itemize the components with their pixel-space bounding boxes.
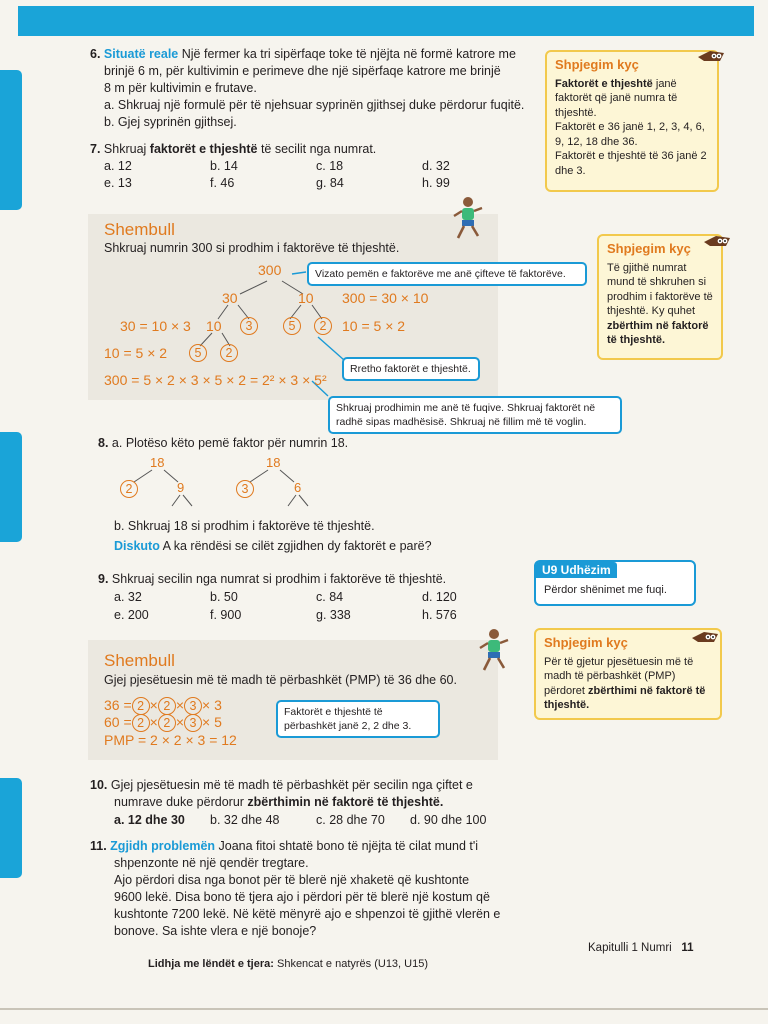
q6-part-b: b. Gjej syprinën gjithsej.	[104, 115, 237, 129]
tree-circled-prime: 2	[314, 317, 332, 335]
tree2-left: 3	[236, 480, 254, 498]
q7-prompt: 7. Shkruaj faktorët e thjeshtë të secilit nga numrat.	[90, 142, 377, 156]
key-explanation-box: Shpjegim kyç Për të gjetur pjesëtuesin më të madh të përbashkët (PMP) përdoret zbërthimi në faktorë të thjeshtë.	[534, 628, 722, 720]
prime-factorization-result: 300 = 5 × 2 × 3 × 5 × 2 = 2² × 3 × 5²	[104, 372, 327, 388]
q10-item: c. 28 dhe 70	[316, 813, 385, 827]
tree-equation: 300 = 30 × 10	[342, 290, 429, 306]
tree1-root: 18	[150, 455, 165, 470]
tree-circled-prime: 5	[189, 344, 207, 362]
q11-line: shpenzonte në një qendër tregtare.	[114, 856, 309, 870]
q11-line: kushtonte 7200 lekë. Në këtë mënyrë ajo e shpenzoi të gjithë vlerën e	[114, 907, 501, 921]
key-box-title: Shpjegim kyç	[544, 635, 628, 650]
q8-part-b: b. Shkruaj 18 si prodhim i faktorëve të thjeshtë.	[114, 519, 375, 533]
running-kid-icon	[476, 628, 512, 674]
hint-callout: Faktorët e thjeshtë të përbashkët janë 2, 2 dhe 3.	[276, 700, 440, 738]
q9-item: g. 338	[316, 608, 351, 622]
hint-callout: Rretho faktorët e thjeshtë.	[342, 357, 480, 381]
q10-item: a. 12 dhe 30	[114, 813, 185, 827]
tree2-right: 6	[294, 480, 302, 495]
q9-item: c. 84	[316, 590, 344, 604]
q9-item: e. 200	[114, 608, 149, 622]
q7-item: f. 46	[210, 176, 235, 190]
q9-item: a. 32	[114, 590, 142, 604]
pmp-result: PMP = 2 × 2 × 3 = 12	[104, 732, 237, 748]
key-explanation-box: Shpjegim kyç Faktorët e thjeshtë janë faktorët që janë numra të thjeshtë. Faktorët e 36 janë 1, 2, 3, 4, 6, 9, 12, 18 dhe 36. Faktorët e thjeshtë të 36 janë 2 dhe 3.	[545, 50, 719, 192]
q7-item: g. 84	[316, 176, 344, 190]
q10-line1: 10. Gjej pjesëtuesin më të madh të përbashkët për secilin nga çiftet e	[90, 778, 473, 792]
hint-callout: Vizato pemën e faktorëve me anë çifteve të faktorëve.	[307, 262, 587, 286]
q9-item: f. 900	[210, 608, 242, 622]
tree-node-10: 10	[206, 318, 222, 334]
tree-equation: 30 = 10 × 3	[120, 318, 191, 334]
q11-tag: Zgjidh problemën	[110, 839, 216, 853]
q11-line: 9600 lekë. Disa bono të tjera ajo i përdori për të blerë një kostum që	[114, 890, 490, 904]
tree-node-10: 10	[298, 290, 314, 306]
q10-item: b. 32 dhe 48	[210, 813, 280, 827]
tree-circled-prime: 2	[220, 344, 238, 362]
q8-part-a: 8. a. Plotëso këto pemë faktor për numrin 18.	[98, 436, 349, 450]
q7-item: d. 32	[422, 159, 450, 173]
tree-circled-prime: 5	[283, 317, 301, 335]
tree-root-300: 300	[258, 262, 282, 278]
q9-prompt: 9. Shkruaj secilin nga numrat si prodhim i faktorëve të thjeshtë.	[98, 572, 447, 586]
owl-mascot-icon	[702, 232, 732, 250]
q9-item: d. 120	[422, 590, 457, 604]
factorization-60: 60 = 2 × 2 × 3 × 5	[104, 714, 222, 730]
tree1-right: 9	[177, 480, 185, 495]
key-explanation-box: Shpjegim kyç Të gjithë numrat mund të shkruhen si prodhim i faktorëve të thjeshtë. Ky quhet zbërthim në faktorë të thjeshtë.	[597, 234, 723, 360]
q6-tag: Situatë reale	[103, 47, 179, 61]
tree-circled-prime: 3	[240, 317, 258, 335]
q11-line1: 11. Zgjidh problemën Joana fitoi shtatë bono të njëjta të cilat mund t'i	[90, 839, 479, 853]
q10-line2: numrave duke përdorur zbërthimin në faktorë të thjeshtë.	[114, 795, 444, 809]
q7-item: b. 14	[210, 159, 238, 173]
tree1-left: 2	[120, 480, 138, 498]
q7-item: a. 12	[104, 159, 132, 173]
q9-item: b. 50	[210, 590, 238, 604]
q11-line: bonove. Sa ishte vlera e një bonoje?	[114, 924, 317, 938]
q7-item: e. 13	[104, 176, 132, 190]
q8-discuss: Diskuto A ka rëndësi se cilët zgjidhen dy faktorët e parë?	[114, 539, 432, 553]
q9-item: h. 576	[422, 608, 457, 622]
example-title: Shembull	[104, 651, 175, 670]
footer-chapter: Kapitulli 1 Numri 11	[588, 942, 694, 954]
example-title: Shembull	[104, 220, 175, 239]
factorization-36: 36 = 2 × 2 × 3 × 3	[104, 697, 222, 713]
hint-callout: Shkruaj prodhimin me anë të fuqive. Shkruaj faktorët në radhë sipas madhësisë. Shkruaj në fillim më të voglin.	[328, 396, 622, 434]
tree-equation: 10 = 5 × 2	[104, 345, 168, 361]
q11-line: Ajo përdori disa nga bonot për të blerë një xhaketë që kushtonte	[114, 873, 470, 887]
hint-u9-text: Përdor shënimet me fuqi.	[544, 584, 667, 596]
hint-u9-box	[534, 560, 696, 606]
tree-node-30: 30	[222, 290, 238, 306]
q6-line1: 6. Situatë reale Një fermer ka tri sipërfaqe toke të njëjta në formë katrore me	[90, 47, 516, 61]
hint-u9-title: U9 Udhëzim	[536, 562, 617, 578]
key-box-title: Shpjegim kyç	[607, 241, 691, 256]
tree2-root: 18	[266, 455, 281, 470]
key-box-title: Shpjegim kyç	[555, 57, 639, 72]
q6-line3: 8 m për kultivimin e frutave.	[104, 81, 257, 95]
q7-item: h. 99	[422, 176, 450, 190]
q10-item: d. 90 dhe 100	[410, 813, 487, 827]
example-prompt: Shkruaj numrin 300 si prodhim i faktorëve të thjeshtë.	[104, 241, 400, 255]
q6-part-a: a. Shkruaj një formulë për të njehsuar syprinën gjithsej duke përdorur fuqitë.	[104, 98, 525, 112]
tree-equation: 10 = 5 × 2	[342, 318, 406, 334]
owl-mascot-icon	[690, 628, 720, 646]
q7-item: c. 18	[316, 159, 344, 173]
example-prompt: Gjej pjesëtuesin më të madh të përbashkët (PMP) të 36 dhe 60.	[104, 673, 457, 687]
q6-line2: brinjë 6 m, për kultivimin e perimeve dhe një sipërfaqe katrore me brinjë	[104, 64, 501, 78]
footer-link: Lidhja me lëndët e tjera: Shkencat e natyrës (U13, U15)	[148, 958, 429, 970]
